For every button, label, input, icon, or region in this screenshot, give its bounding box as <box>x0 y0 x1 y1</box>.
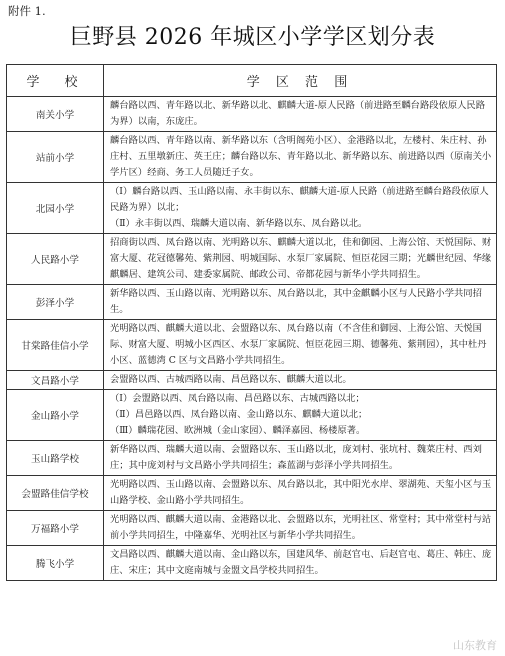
district-area-cell <box>104 183 497 234</box>
district-area-cell <box>104 371 497 390</box>
area-text-line: 会盟路以西、古城西路以南、昌邑路以东、麒麟大道以北。 <box>110 374 352 385</box>
table-row <box>7 97 497 132</box>
area-text-line: （Ⅰ）会盟路以西、凤台路以南、昌邑路以东、古城西路以北； <box>110 393 365 404</box>
area-text-line: 麟台路以西、青年路以北、新华路以北、麒麟大道-原人民路（前进路至麟台路段依原人民路为界）以南，东庞庄。 <box>110 100 486 127</box>
table-row <box>7 476 497 511</box>
school-name-cell: 站前小学 <box>7 132 104 183</box>
district-area-cell <box>104 320 497 371</box>
school-name-cell: 南关小学 <box>7 97 104 132</box>
area-text-line: 光明路以西、麒麟大道以北、会盟路以东、凤台路以南（不含佳和御园、上海公馆、天悦国际、财富大厦、明城小区西区、水泵厂家属院、恒臣花园三期、德馨苑、紫荆园），其中杜丹小区、蓝德湾 C 区与文昌路小学共同招生。 <box>110 323 487 366</box>
school-name-cell: 文昌路小学 <box>7 371 104 390</box>
area-text-line: 光明路以西、麒麟大道以南、金港路以北、会盟路以东，光明社区、常堂村；其中常堂村与站前小学共同招生，中隆嘉华、光明社区与新华小学共同招生。 <box>110 514 492 541</box>
school-name-cell: 甘棠路佳信小学 <box>7 320 104 371</box>
district-area-cell <box>104 97 497 132</box>
attachment-label: 附件 1. <box>8 4 46 18</box>
table-body <box>7 97 497 581</box>
district-area-cell <box>104 234 497 285</box>
area-text-line: （Ⅱ）永丰街以西、瑞麟大道以南、新华路以东、凤台路以北。 <box>110 218 368 229</box>
table-header-row <box>7 65 497 97</box>
district-area-cell <box>104 511 497 546</box>
watermark: 山东教育 <box>453 639 497 652</box>
document-title: 巨野县 2026 年城区小学学区划分表 <box>69 25 436 50</box>
table-row <box>7 546 497 581</box>
district-area-cell <box>104 476 497 511</box>
table-row <box>7 441 497 476</box>
school-name-cell: 万福路小学 <box>7 511 104 546</box>
table-row <box>7 320 497 371</box>
school-name-cell: 彭泽小学 <box>7 285 104 320</box>
area-text-line: 光明路以西、玉山路以南、会盟路以东、凤台路以北，其中阳光水岸、翠湖苑、天玺小区与玉山路学校、金山路小学共同招生。 <box>110 479 492 506</box>
school-name-cell: 金山路小学 <box>7 390 104 441</box>
table-row <box>7 285 497 320</box>
area-text-line: （Ⅲ）麟瑞花园、欧洲城（金山家园）、麟泽嘉园、杨楼原著。 <box>110 425 366 436</box>
table-row <box>7 234 497 285</box>
school-name-cell: 玉山路学校 <box>7 441 104 476</box>
table-row <box>7 183 497 234</box>
table-row <box>7 511 497 546</box>
area-text-line: 新华路以西、玉山路以南、光明路以东、凤台路以北，其中金麒麟小区与人民路小学共同招生。 <box>110 288 482 315</box>
area-text-line: 招商街以西、凤台路以南、光明路以东、麒麟大道以北，佳和御园、上海公馆、天悦国际、财富大厦、花冠德馨苑、紫荆园、明城国际、水泵厂家属院、恒臣花园三期；光麟世纪园、华缘麒麟居、建筑公司、建委家属院、邮政公司、帝都花园与新华小学共同招生。 <box>110 237 492 280</box>
district-area-cell <box>104 132 497 183</box>
table-row <box>7 132 497 183</box>
area-column-header: 学 区 范 围 <box>104 65 497 97</box>
school-name-cell: 腾飞小学 <box>7 546 104 581</box>
area-text-line: （Ⅱ）昌邑路以西、凤台路以南、金山路以东、麒麟大道以北； <box>110 409 368 420</box>
area-text-line: 文昌路以西、麒麟大道以南、金山路以东，国建风华、前赵官屯、后赵官屯、葛庄、韩庄、庞庄、宋庄；其中文庭南城与金盟文昌学校共同招生。 <box>110 549 492 576</box>
school-name-cell: 人民路小学 <box>7 234 104 285</box>
district-area-cell <box>104 285 497 320</box>
table-row <box>7 390 497 441</box>
area-text-line: （Ⅰ）麟台路以西、玉山路以南、永丰街以东、麒麟大道-原人民路（前进路至麟台路段依原人民路为界）以北； <box>110 186 489 213</box>
area-text-line: 麟台路以西、青年路以南、新华路以东（含明阁苑小区）、金港路以北，左楼村、朱庄村、孙庄村、五里墩新庄、英王庄；麟台路以东、青年路以北、新华路以东、前进路以西（原南关小学片区）经商、务工人员随迁子女。 <box>110 135 492 178</box>
school-column-header: 学 校 <box>7 65 104 97</box>
school-district-table <box>6 64 497 581</box>
school-name-cell: 会盟路佳信学校 <box>7 476 104 511</box>
area-text-line: 新华路以西、瑞麟大道以南、会盟路以东、玉山路以北，庞刘村、张坑村、魏菜庄村、西刘庄；其中庞刘村与文昌路小学共同招生；森蓝湖与彭泽小学共同招生。 <box>110 444 482 471</box>
school-name-cell: 北园小学 <box>7 183 104 234</box>
district-area-cell <box>104 441 497 476</box>
district-area-cell <box>104 390 497 441</box>
district-area-cell <box>104 546 497 581</box>
table-row <box>7 371 497 390</box>
